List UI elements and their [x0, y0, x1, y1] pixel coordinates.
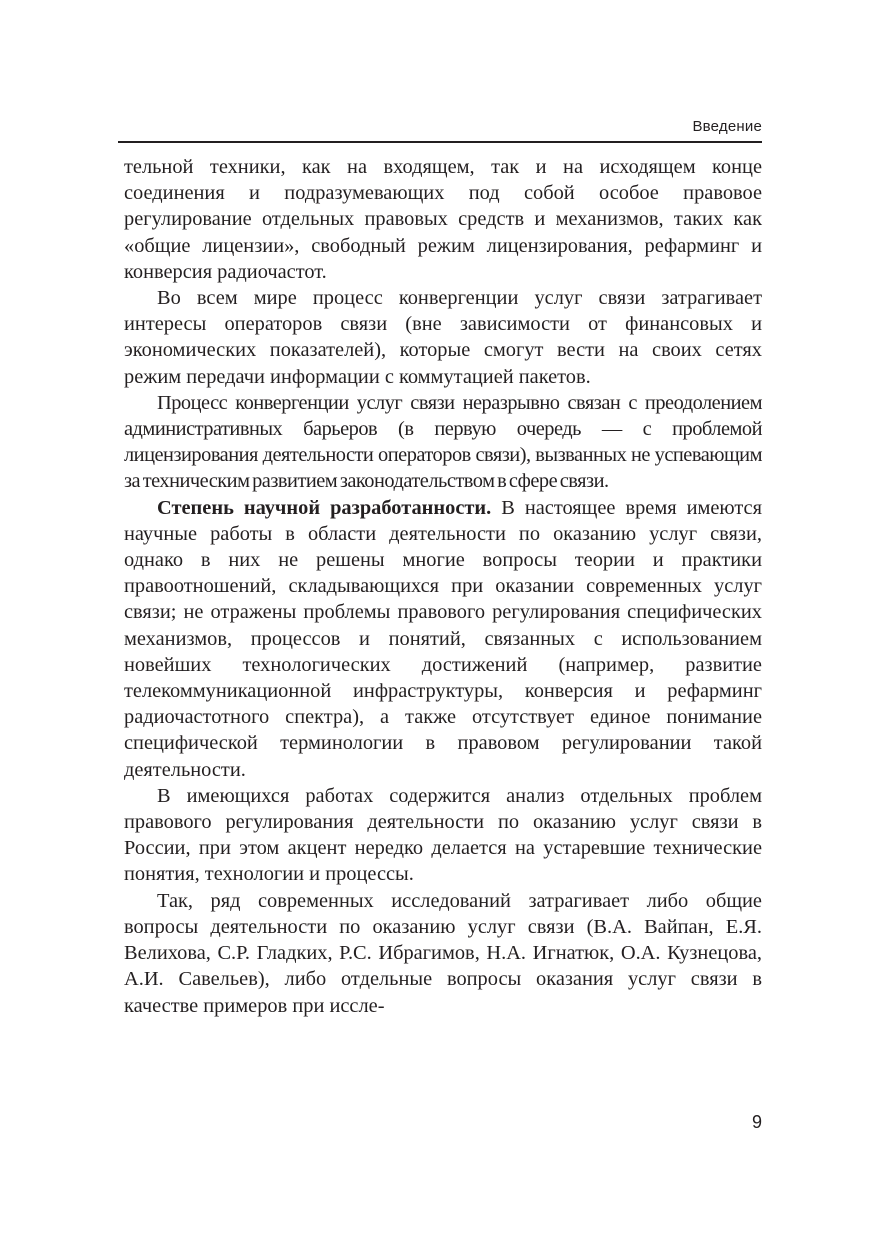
- header-rule: [118, 141, 762, 143]
- main-text: [124, 154, 762, 1019]
- page-number: 9: [751, 1112, 762, 1132]
- paragraph-6: Так, ряд современных исследований затрагивает либо общие вопросы деятельности по оказанию услуг связи (В.А. Вайпан, Е.Я. Велихова, С.Р. Гладких, Р.С. Ибрагимов, Н.А. Игнатюк, О.А. Кузнецова, А.И. Савельев), либо отдельные вопросы оказания услуг связи в качестве примеров при иссле-: [124, 889, 762, 1017]
- paragraph-3: Процесс конвергенции услуг связи неразрывно связан с преодолением административных барьеров (в первую очередь — с проблемой лицензирования деятельности операторов связи), вызванных не успевающим за техническим развитием законодательством в сфере связи.: [124, 391, 762, 493]
- paragraph-4: [124, 495, 762, 783]
- paragraph-5: В имеющихся работах содержится анализ отдельных проблем правового регулирования деятельности по оказанию услуг связи в России, при этом акцент нередко делается на устаревшие технические понятия, технологии и процессы.: [124, 784, 762, 886]
- paragraph-1: тельной техники, как на входящем, так и на исходящем конце соединения и подразумевающих под собой особое правовое регулирование отдельных правовых средств и механизмов, таких как «общие лицензии», свободный режим лицензирования, рефарминг и конверсия радиочастот.: [124, 156, 762, 283]
- running-head-section-title: Введение: [692, 118, 762, 135]
- paragraph-2: Во всем мире процесс конвергенции услуг связи затрагивает интересы операторов связи (вне зависимости от финансовых и экономических показателей), которые смогут вести на своих сетях режим передачи информации с коммутацией пакетов.: [124, 287, 762, 388]
- paragraph-4-text: В настоящее время имеются научные работы в области деятельности по оказанию услуг связи, однако в них не решены многие вопросы теории и практики правоотношений, складывающихся при оказании современных услуг связи; не отражены проблемы правового регулирования специфических механизмов, процессов и понятий, связанных с использованием новейших технологических достижений (например, развитие телекоммуникационной инфраструктуры, конверсия и рефарминг радиочастотного спектра), а также отсутствует единое понимание специфической терминологии в правовом регулировании такой деятельности.: [124, 496, 762, 781]
- paragraph-4-heading: Степень научной разработанности.: [157, 496, 492, 519]
